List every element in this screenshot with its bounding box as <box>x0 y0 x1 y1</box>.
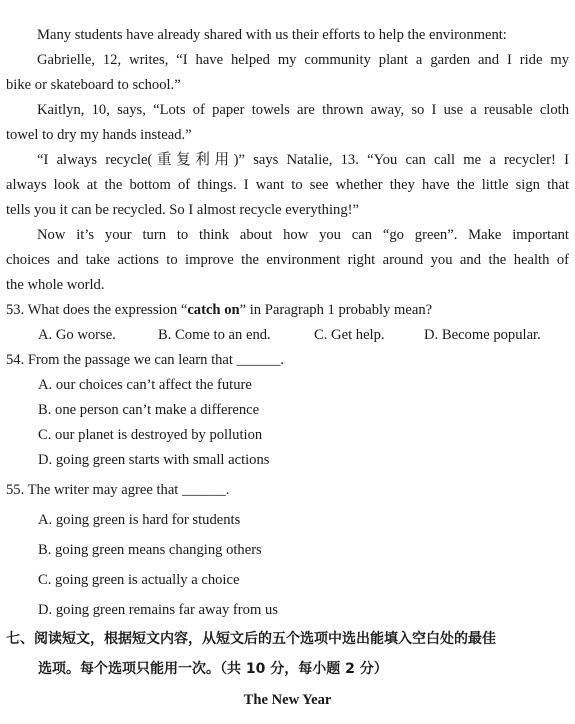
option-d[interactable] <box>38 600 278 620</box>
passage-line: tells you it can be recycled. So I almost recycle everything!” <box>6 202 359 218</box>
option-c[interactable] <box>38 425 262 445</box>
passage-title: The New Year <box>243 692 332 708</box>
passage-line: bike or skateboard to school.” <box>6 77 181 93</box>
option-c[interactable] <box>38 570 239 590</box>
option-letter: A. <box>38 327 53 343</box>
question-stem <box>6 350 284 370</box>
option-text: Go worse. <box>55 327 116 343</box>
option-letter: B. <box>38 402 52 418</box>
passage-line: choices and take actions to improve the environment right around you and the health of <box>6 252 569 268</box>
option-letter: D. <box>424 327 439 343</box>
option-text: going green is hard for students <box>55 512 241 528</box>
option-letter: C. <box>38 427 52 443</box>
option-letter: D. <box>38 602 53 618</box>
passage-line: Kaitlyn, 10, says, “Lots of paper towels are thrown away, so I use a reusable cloth <box>37 102 569 118</box>
option-text: our planet is destroyed by pollution <box>55 427 263 443</box>
option-text: going green starts with small actions <box>55 452 270 468</box>
option-text: one person can’t make a difference <box>55 402 260 418</box>
stem-text: From the passage we can learn that ______. <box>27 352 285 368</box>
question-number: 54. <box>6 352 25 368</box>
highlighted-expression: catch on <box>187 302 240 318</box>
option-b[interactable] <box>158 325 271 345</box>
option-a[interactable] <box>38 375 252 395</box>
option-letter: A. <box>38 512 53 528</box>
section-heading-line: 七、阅读短文，根据短文内容，从短文后的五个选项中选出能填入空白处的最佳 <box>6 631 496 647</box>
option-letter: C. <box>314 327 328 343</box>
option-text: Get help. <box>331 327 385 343</box>
question-stem <box>6 480 229 500</box>
option-text: going green is actually a choice <box>55 572 240 588</box>
question-number: 53. <box>6 302 25 318</box>
option-text: Come to an end. <box>175 327 271 343</box>
passage-line: towel to dry my hands instead.” <box>6 127 192 143</box>
option-text: Become popular. <box>441 327 541 343</box>
option-letter: C. <box>38 572 52 588</box>
stem-text: The writer may agree that ______. <box>27 482 230 498</box>
option-b[interactable] <box>38 400 259 420</box>
option-letter: D. <box>38 452 53 468</box>
passage-line: Gabrielle, 12, writes, “I have helped my community plant a garden and I ride my <box>37 52 569 68</box>
question-number: 55. <box>6 482 25 498</box>
option-d[interactable] <box>424 325 541 345</box>
option-text: going green remains far away from us <box>55 602 278 618</box>
option-a[interactable] <box>38 510 240 530</box>
passage-line: Many students have already shared with us their efforts to help the environment: <box>37 27 507 43</box>
option-d[interactable] <box>38 450 269 470</box>
section-heading-line: 选项。每个选项只能用一次。（共 10 分，每小题 2 分） <box>38 661 388 677</box>
passage-line: the whole world. <box>6 277 105 293</box>
option-c[interactable] <box>314 325 385 345</box>
question-stem <box>6 300 432 320</box>
option-letter: B. <box>158 327 172 343</box>
option-text: going green means changing others <box>55 542 262 558</box>
passage-line: always look at the bottom of things. I want to see whether they have the little sign that <box>6 177 569 193</box>
option-letter: B. <box>38 542 52 558</box>
stem-text: What does the expression “ <box>27 302 188 318</box>
passage-line: Now it’s your turn to think about how you can “go green”. Make important <box>37 227 569 243</box>
option-text: our choices can’t affect the future <box>55 377 252 393</box>
option-b[interactable] <box>38 540 262 560</box>
stem-text: ” in Paragraph 1 probably mean? <box>239 302 433 318</box>
option-a[interactable] <box>38 325 116 345</box>
passage-line: “I always recycle(重复利用)” says Natalie, 13. “You can call me a recycler! I <box>37 152 569 168</box>
option-letter: A. <box>38 377 53 393</box>
